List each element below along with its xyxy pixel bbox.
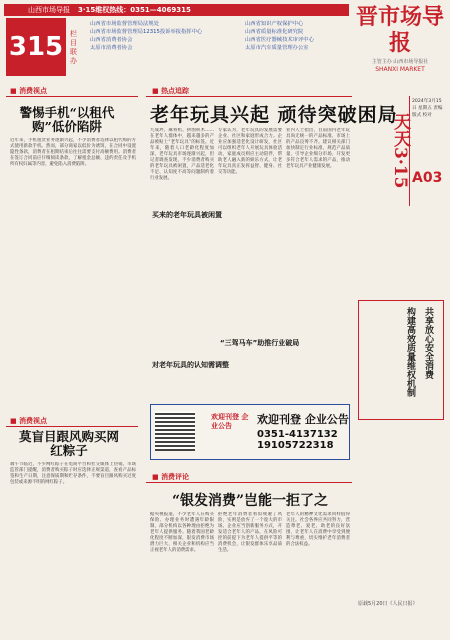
subhead: 买来的老年玩具被闲置 xyxy=(152,211,222,219)
section-name: 山西市场导报 xyxy=(28,6,70,14)
department-item: 山西省医疗器械技术审评中心 xyxy=(245,37,314,43)
logo-text: 315 xyxy=(8,32,64,62)
department-item: 山西省市场监督管理局12315投诉举报指挥中心 xyxy=(90,29,203,35)
headline-main: 老年玩具兴起 顽待突破困局 xyxy=(150,104,398,126)
advert-label: 欢迎刊登 企业公告 xyxy=(211,413,249,430)
masthead xyxy=(354,4,446,94)
side-info: 2024年3月15日 星期五 责编 版式 校对 xyxy=(412,99,443,118)
headline-left-top: 警惕手机“以租代购”低价陷阱 xyxy=(19,105,115,134)
department-list-right xyxy=(245,20,349,52)
headline-bottom: “银发消费”岂能一拒了之 xyxy=(171,493,329,509)
slogan-banner xyxy=(358,300,444,420)
advert-box xyxy=(150,404,350,460)
article-body: 业内人士指出，目前国内老年玩具尚无统一的产品标准，市场上的产品良莠不齐。建议相关部门加快制定行业标准，规范产品质量，引导企业细分市场，开发更多符合老年人需求的产品，推动老年玩具产业健康发展。 xyxy=(286,128,350,169)
divider xyxy=(6,426,138,427)
article-body: 端午节临近，不少网红粽子在电商平台和社交媒体上热销。市场监管部门提醒，消费者购买粽子时应选择正规渠道，查看产品标签和生产日期，注意保质期和贮存条件，不要盲目跟风购买过度包装或来源不明的网红粽子。 xyxy=(10,462,136,485)
vertical-brand: 天天3·15 xyxy=(356,96,410,206)
department-item: 山西省质量标准化研究院 xyxy=(245,29,304,35)
divider xyxy=(146,482,352,483)
article-body: 专家认为，老年玩具的发展需要企业、社区和家庭形成合力。企业应加强适老化设计研发，社区可以组织老年人开展玩具体验活动，家庭成员则应主动陪伴，帮助老人融入新的娱乐方式，让老年玩具真正发挥益智、健身、社交等功能。 xyxy=(218,128,282,175)
credit-line: 原载5月20日《人民日报》 xyxy=(358,601,418,607)
dept-label: 栏目联办 xyxy=(70,30,77,65)
department-list-left xyxy=(90,20,220,52)
masthead-title: 晋市场导报 xyxy=(355,4,444,56)
hotline-text: 3·15维权热线：0351—4069315 xyxy=(78,6,191,14)
subhead: 对老年玩具的认知需调整 xyxy=(152,361,229,369)
article-body: 近年来，手机租赁业务逐渐兴起，不少消费者选择以租代购的方式使用新款手机。然而，部分商家以低价为诱饵，在合同中设置隐性条款，消费者在租期结束后往往需要支付高额费用。消费者在签订合同前应仔细阅读条款，了解租金总额、违约责任及手机所有权归属等内容，避免陷入消费陷阱。 xyxy=(10,138,136,167)
department-item: 山西省消费者协会 xyxy=(90,37,133,43)
slogan-line: 构建高效质量维权机制 xyxy=(405,307,415,397)
article-body: 九成坪、麻将机、拼图积木……在老年人群体中，越来越多的产品被贴上“老年玩具”的标签。近年来，随着人口老龄化程度加深，老年玩具市场逐渐兴起，但记者调查发现，不少消费者购买的老年玩具被闲置，产品适老化不足、认知度不高等问题制约着行业发展。 xyxy=(150,128,214,181)
article-body: 拒绝老年消费者看似规避了风险，实则是放弃了一个庞大的市场。企业应当创新服务方式，开发适合老年人的产品，在风险可控的前提下为老年人提供平等的消费机会，让银发群体乐享品质生活。 xyxy=(218,512,282,553)
department-item: 山西省知识产权保护中心 xyxy=(245,21,304,27)
article-body: 老年人的精神文化需求同样值得关注。社会各界应共同努力，营造尊老、爱老、助老的良好氛围，让老年人在消费中享受到便利与尊重，切实维护老年消费者的合法权益。 xyxy=(286,512,350,547)
column-logo xyxy=(6,18,66,76)
qr-code-icon xyxy=(155,411,195,451)
department-item: 太原市汽车质量管理办公室 xyxy=(245,45,309,51)
section-tag: ■ 热点追踪 xyxy=(152,86,189,96)
article-body: 据央视报道，不少老年人在购买保险、办理业务时遭遇年龄限制，部分机构以各种理由拒绝为老年人提供服务。随着我国老龄化程度不断加深，银发消费市场潜力巨大，相关企业和机构应当正视老年人的消费需求。 xyxy=(150,512,214,553)
advert-title: 欢迎刊登 企业公告 xyxy=(257,413,349,426)
section-tag: ■ 消费视点 xyxy=(10,416,47,426)
divider xyxy=(146,96,352,97)
top-header-bar xyxy=(4,4,349,16)
department-item: 山西省市场监督管理局法规处 xyxy=(90,21,159,27)
section-tag: ■ 消费评论 xyxy=(152,472,189,482)
masthead-english: SHANXI MARKET xyxy=(375,66,425,73)
department-item: 太原市消费者协会 xyxy=(90,45,133,51)
advert-phone: 0351-4137132 19105722318 xyxy=(257,429,338,451)
section-tag: ■ 消费视点 xyxy=(10,86,47,96)
subhead: “三驾马车”助推行业破局 xyxy=(220,339,300,347)
headline-left-bottom: 莫盲目跟风购买网红粽子 xyxy=(18,429,119,458)
masthead-subtitle: 主管主办 山西市场导报社 xyxy=(371,59,429,65)
divider xyxy=(6,96,138,97)
slogan-line: 共享放心安全消费 xyxy=(423,307,433,379)
page-number: A03 xyxy=(412,170,443,186)
